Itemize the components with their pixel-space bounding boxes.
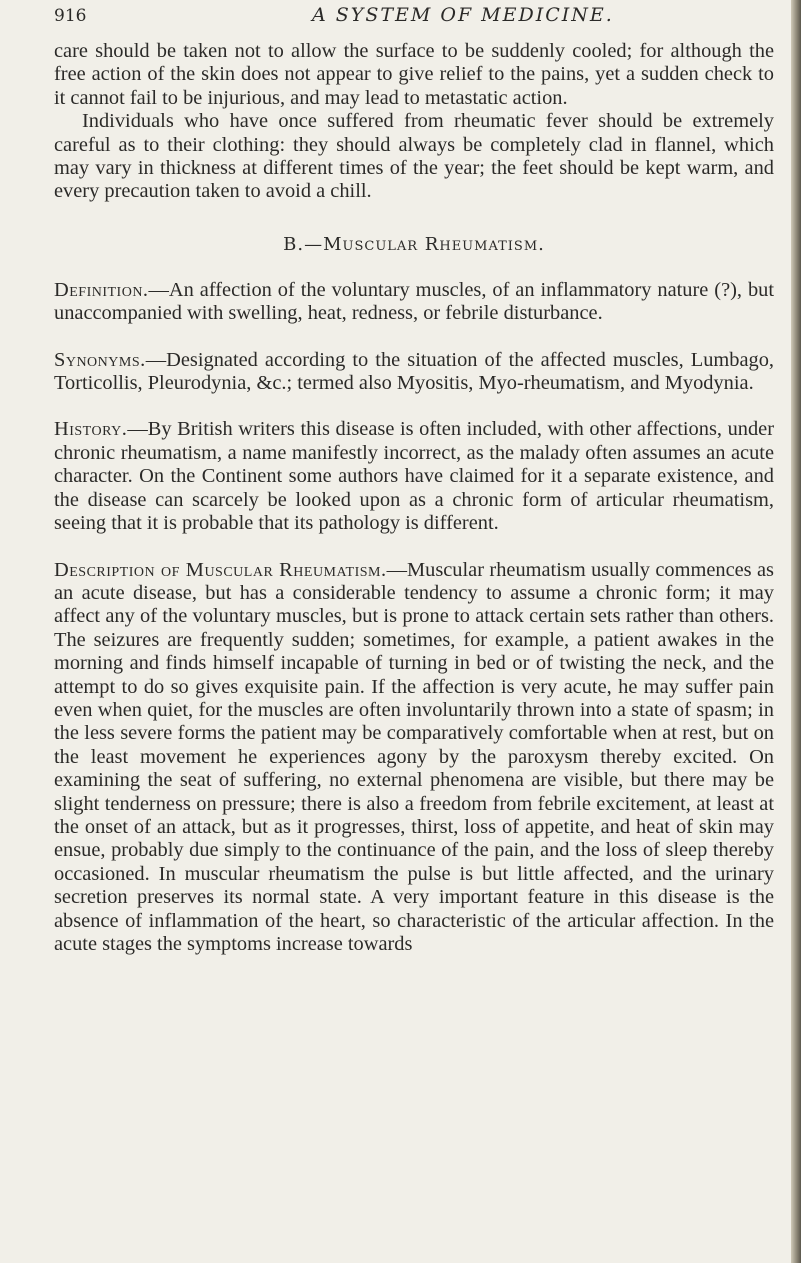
- paragraph-definition: [54, 279, 774, 326]
- definition-text: —An affection of the voluntary muscles, of an inflammatory nature (?), but unaccompanied with swelling, heat, redness, or febrile disturbance.: [54, 278, 774, 325]
- section-title: Muscular Rheumatism.: [323, 233, 545, 255]
- history-label: History.: [54, 418, 128, 441]
- paragraph-history: [54, 418, 774, 535]
- section-heading: [54, 234, 774, 255]
- body-text: [54, 40, 774, 956]
- page-header: [54, 4, 774, 34]
- synonyms-label: Synonyms.: [54, 348, 146, 371]
- paragraph-aftercare: care should be taken not to allow the surface to be suddenly cooled; for although the free action of the skin does not appear to give relief to the pains, yet a sudden check to it cannot fail to be injurious, and may lead to metastatic action.: [54, 40, 774, 109]
- description-text: —Muscular rheumatism usually commences as an acute disease, but has a considerable tendency to assume a chronic form; it may affect any of the voluntary muscles, but is prone to attack certain sets rather than others. The seizures are frequently sudden; sometimes, for example, a patient awakes in the morning and finds himself incapable of turning in bed or of twisting the neck, and the attempt to do so gives exquisite pain. If the affection is very acute, he may suffer pain even when quiet, for the muscles are often involuntarily thrown into a state of spasm; in the less severe forms the patient may be comparatively comfortable when at rest, but on the least movement he experiences agony by the paroxysm thereby excited. On examining the seat of suffering, no external phenomena are visible, but there may be slight tenderness on pressure; there is also a freedom from febrile excitement, at least at the onset of an attack, but as it progresses, thirst, loss of appetite, and heat of skin may ensue, probably due simply to the continuance of the pain, and the loss of sleep thereby occasioned. In muscular rheumatism the pulse is but little affected, and the urinary secretion preserves its normal state. A very important feature in this disease is the absence of inflammation of the heart, so characteristic of the articular affection. In the acute stages the symptoms increase towards: [54, 558, 774, 955]
- history-text: —By British writers this disease is often included, with other affections, under chronic rheumatism, a name manifestly incorrect, as the malady often assumes an acute character. On the Continent some authors have claimed for it a separate existence, and the disease can scarcely be looked upon as a chronic form of articular rheumatism, seeing that it is probable that its pathology is different.: [54, 418, 774, 535]
- section-letter: B.—: [283, 233, 324, 255]
- description-label: Description of Muscular Rheumatism.: [54, 558, 387, 581]
- running-title: A SYSTEM OF MEDICINE.: [312, 4, 614, 26]
- paragraph-description: [54, 559, 774, 957]
- synonyms-text: —Designated according to the situation of the affected muscles, Lumbago, Torticollis, Pleurodynia, &c.; termed also Myositis, Myo-rheumatism, and Myodynia.: [54, 348, 774, 395]
- page-edge-shadow: [791, 0, 801, 1263]
- page-number: 916: [54, 6, 87, 26]
- definition-label: Definition.: [54, 278, 149, 301]
- paragraph-clothing: Individuals who have once suffered from rheumatic fever should be extremely careful as to their clothing: they should always be completely clad in flannel, which may vary in thickness at different times of the year; the feet should be kept warm, and every precaution taken to avoid a chill.: [54, 110, 774, 203]
- paragraph-synonyms: [54, 349, 774, 396]
